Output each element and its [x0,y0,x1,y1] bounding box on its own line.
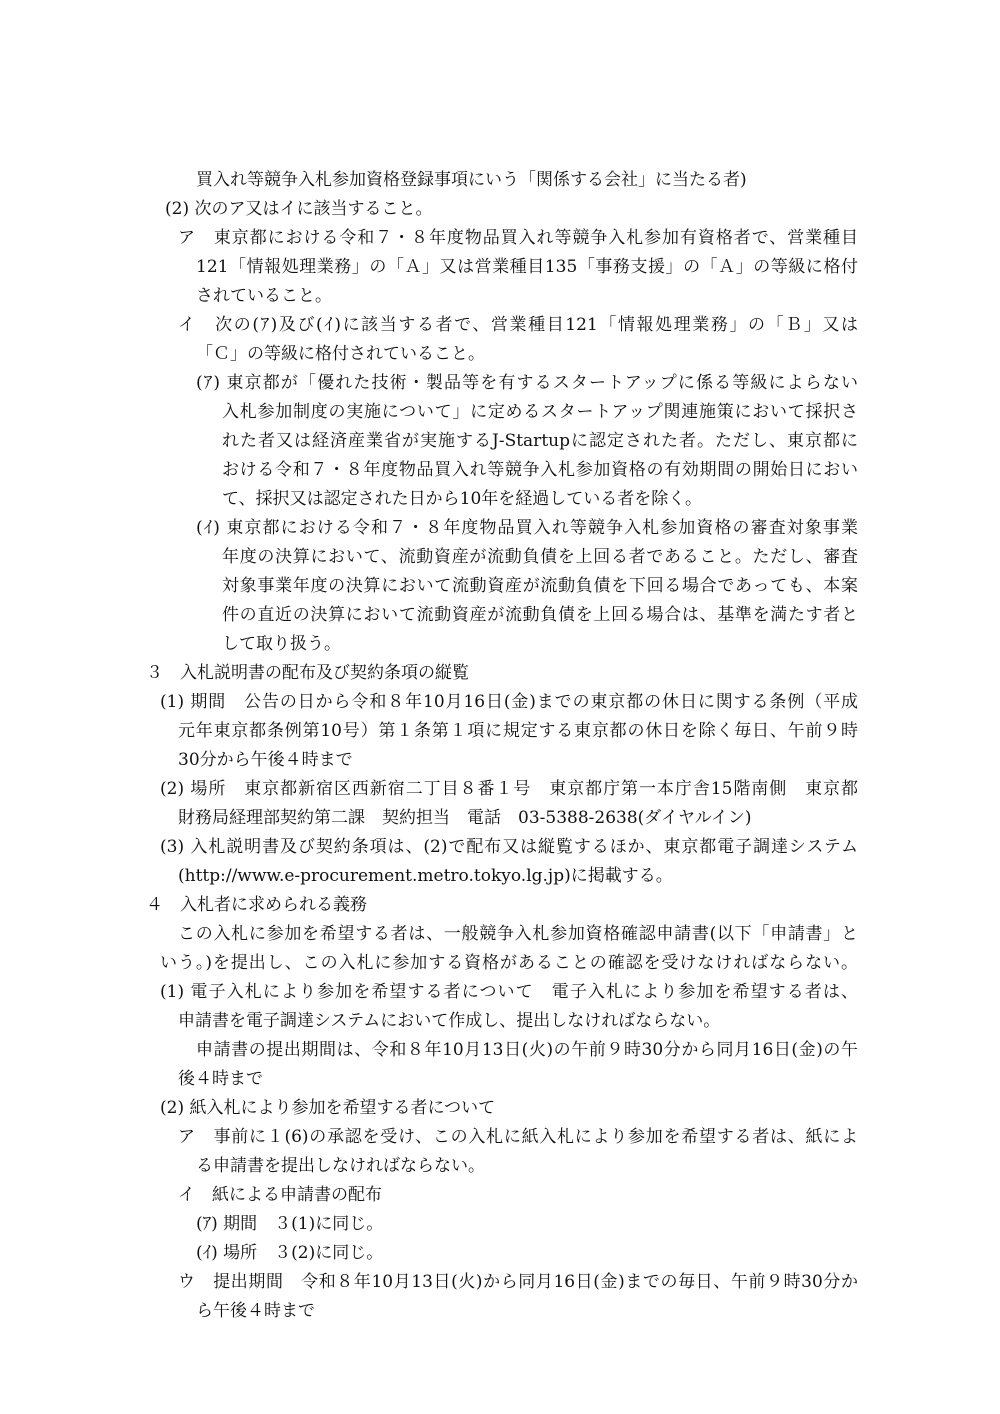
document-line: 対象事業年度の決算において流動資産が流動負債を下回る場合であっても、本案 [222,576,858,596]
document-line: 申請書の提出期間は、令和８年10月13日(火)の午前９時30分から同月16日(金)の午 [196,1040,858,1060]
document-line: ら午後４時まで [196,1301,315,1321]
document-line: (2) 次のア又はイに該当すること。 [165,199,433,219]
document-line: (http://www.e-procurement.metro.tokyo.lg.jp)に掲載する。 [178,866,673,886]
document-line: (3) 入札説明書及び契約条項は、(2)で配布又は縦覧するほか、東京都電子調達システム [160,837,858,857]
document-line: 財務局経理部契約第二課 契約担当 電話 03-5388-2638(ダイヤルイン) [178,808,752,828]
document-line: ア 東京都における令和７・８年度物品買入れ等競争入札参加有資格者で、営業種目 [178,228,858,248]
document-line: ウ 提出期間 令和８年10月13日(火)から同月16日(金)までの毎日、午前９時30分か [178,1272,858,1292]
document-line: (ｲ) 東京都における令和７・８年度物品買入れ等競争入札参加資格の審査対象事業 [196,518,858,538]
document-line: (1) 電子入札により参加を希望する者について 電子入札により参加を希望する者は、 [160,982,858,1002]
document-line: 「Ｃ」の等級に格付されていること。 [196,344,485,364]
document-line: (2) 紙入札により参加を希望する者について [160,1098,496,1118]
document-line: 元年東京都条例第10号）第１条第１項に規定する東京都の休日を除く毎日、午前９時 [178,721,858,741]
document-line: イ 紙による申請書の配布 [178,1185,382,1205]
document-line: (ｱ) 期間 ３(1)に同じ。 [196,1214,384,1234]
document-line: (1) 期間 公告の日から令和８年10月16日(金)までの東京都の休日に関する条例（平成 [160,692,858,712]
document-line: ４ 入札者に求められる義務 [146,895,367,915]
document-line: 件の直近の決算において流動資産が流動負債を上回る場合は、基準を満たす者と [222,605,858,625]
document-line: イ 次の(ｱ)及び(ｲ)に該当する者で、営業種目121「情報処理業務」の「Ｂ」又は [178,315,858,335]
document-line: 入札参加制度の実施について」に定めるスタートアップ関連施策において採択さ [222,402,858,422]
document-line: 30分から午後４時まで [178,750,353,770]
document-line: して取り扱う。 [222,634,341,654]
document-line: 年度の決算において、流動資産が流動負債を上回る者であること。ただし、審査 [222,547,858,567]
document-line: (ｲ) 場所 ３(2)に同じ。 [196,1243,384,1263]
document-line: (ｱ) 東京都が「優れた技術・製品等を有するスタートアップに係る等級によらない [196,373,858,393]
document-line: ３ 入札説明書の配布及び契約条項の縦覧 [146,663,469,683]
document-line: 121「情報処理業務」の「Ａ」又は営業種目135「事務支援」の「Ａ」の等級に格付 [196,257,858,277]
document-line: おける令和７・８年度物品買入れ等競争入札参加資格の有効期間の開始日におい [222,460,858,480]
document-line: いう。)を提出し、この入札に参加する資格があることの確認を受けなければならない。 [160,953,858,973]
document-line: (2) 場所 東京都新宿区西新宿二丁目８番１号 東京都庁第一本庁舎15階南側 東京都 [160,779,858,799]
document-line: 申請書を電子調達システムにおいて作成し、提出しなければならない。 [178,1011,721,1031]
document-line: 後４時まで [178,1069,263,1089]
document-line: れた者又は経済産業省が実施するJ-Startupに認定された者。ただし、東京都に [222,431,858,451]
document-line: 買入れ等競争入札参加資格登録事項にいう「関係する会社」に当たる者) [196,170,747,190]
document-line: て、採択又は認定された日から10年を経過している者を除く。 [222,489,702,509]
document-line: ア 事前に１(6)の承認を受け、この入札に紙入札により参加を希望する者は、紙によ [178,1127,858,1147]
document-line: されていること。 [196,286,332,306]
document-line: この入札に参加を希望する者は、一般競争入札参加資格確認申請書(以下「申請書」と [178,924,858,944]
document-line: る申請書を提出しなければならない。 [196,1156,485,1176]
